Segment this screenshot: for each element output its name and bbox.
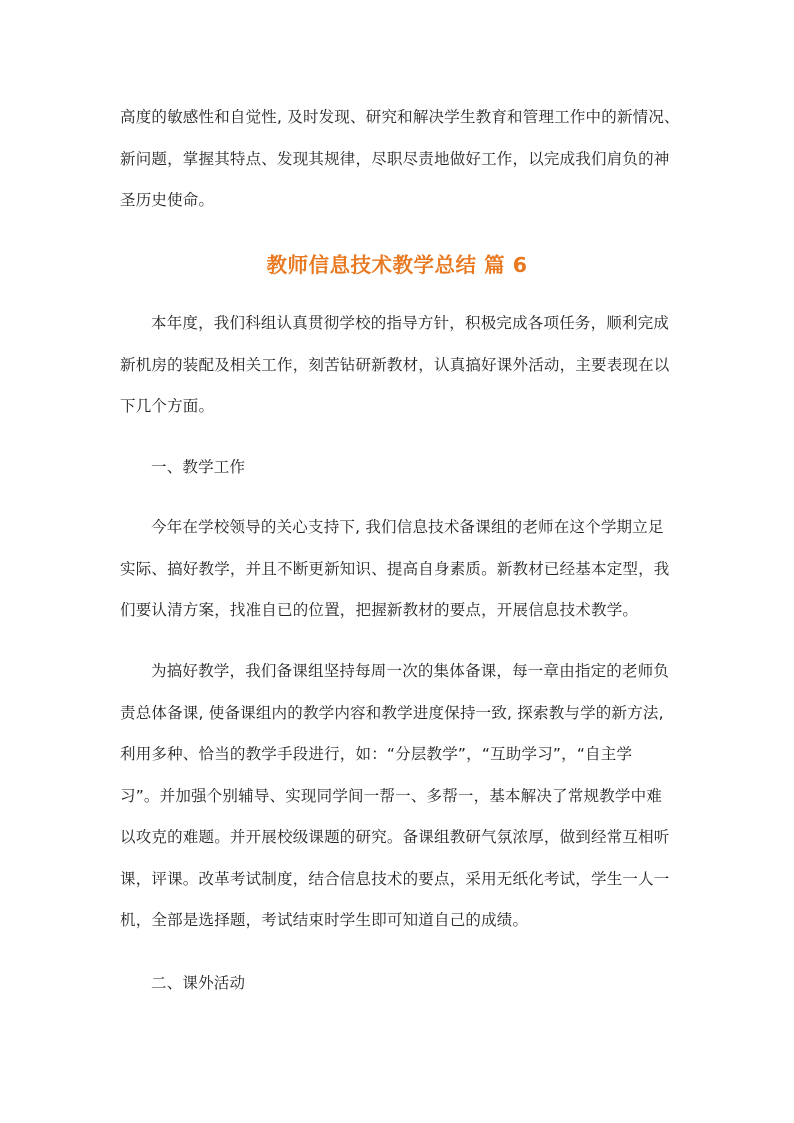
text-line: 责总体备课, 使备课组内的教学内容和教学进度保持一致, 探索教与学的新方法, bbox=[120, 703, 664, 722]
document-title: 教师信息技术教学总结 篇 6 bbox=[266, 253, 528, 277]
text-line: 新问题，掌握其特点、发现其规律，尽职尽责地做好工作，以完成我们肩负的神 bbox=[120, 149, 670, 168]
text-line: 习”。并加强个别辅导、实现同学间一帮一、多帮一，基本解决了常规教学中难 bbox=[120, 786, 663, 805]
section-heading-teaching bbox=[120, 447, 680, 489]
paragraph-intro-year bbox=[120, 303, 680, 428]
text-line: 机，全部是选择题，考试结束时学生即可知道自己的成绩。 bbox=[120, 911, 529, 929]
paragraph-teaching-2 bbox=[120, 651, 680, 942]
text-line: 圣历史使命。 bbox=[120, 191, 215, 209]
section-heading-extracurricular bbox=[120, 963, 680, 1005]
text-line: 为搞好教学，我们备课组坚持每周一次的集体备课，每一章由指定的老师负 bbox=[151, 662, 670, 680]
text-line: 们要认清方案，找准自已的位置，把握新教材的要点，开展信息技术教学。 bbox=[120, 601, 639, 619]
text-line: 新机房的装配及相关工作，刻苦钻研新教材，认真搞好课外活动，主要表现在以 bbox=[120, 355, 670, 374]
text-line: 以攻克的难题。并开展校级课题的研究。备课组教研气氛浓厚，做到经常互相听 bbox=[120, 828, 670, 846]
section-heading-text: 二、课外活动 bbox=[151, 974, 246, 992]
intro-paragraph bbox=[120, 97, 680, 222]
text-line: 下几个方面。 bbox=[120, 397, 215, 415]
text-line: 利用多种、恰当的教学手段进行，如：“分层教学”，“互助学习”，“自主学 bbox=[120, 745, 633, 763]
text-line: 本年度，我们科组认真贯彻学校的指导方针，积极完成各项任务，顺利完成 bbox=[151, 314, 670, 332]
text-line: 课，评课。改革考试制度，结合信息技术的要点，采用无纸化考试，学生一人一 bbox=[120, 869, 670, 888]
paragraph-teaching-1 bbox=[120, 507, 680, 632]
section-heading-text: 一、教学工作 bbox=[151, 458, 246, 476]
text-line: 今年在学校领导的关心支持下, 我们信息技术备课组的老师在这个学期立足 bbox=[151, 518, 664, 536]
text-line: 实际、搞好教学，并且不断更新知识、提高自身素质。新教材已经基本定型，我 bbox=[120, 559, 670, 578]
text-line: 高度的敏感性和自觉性, 及时发现、研究和解决学生教育和管理工作中的新情况、 bbox=[120, 108, 680, 126]
